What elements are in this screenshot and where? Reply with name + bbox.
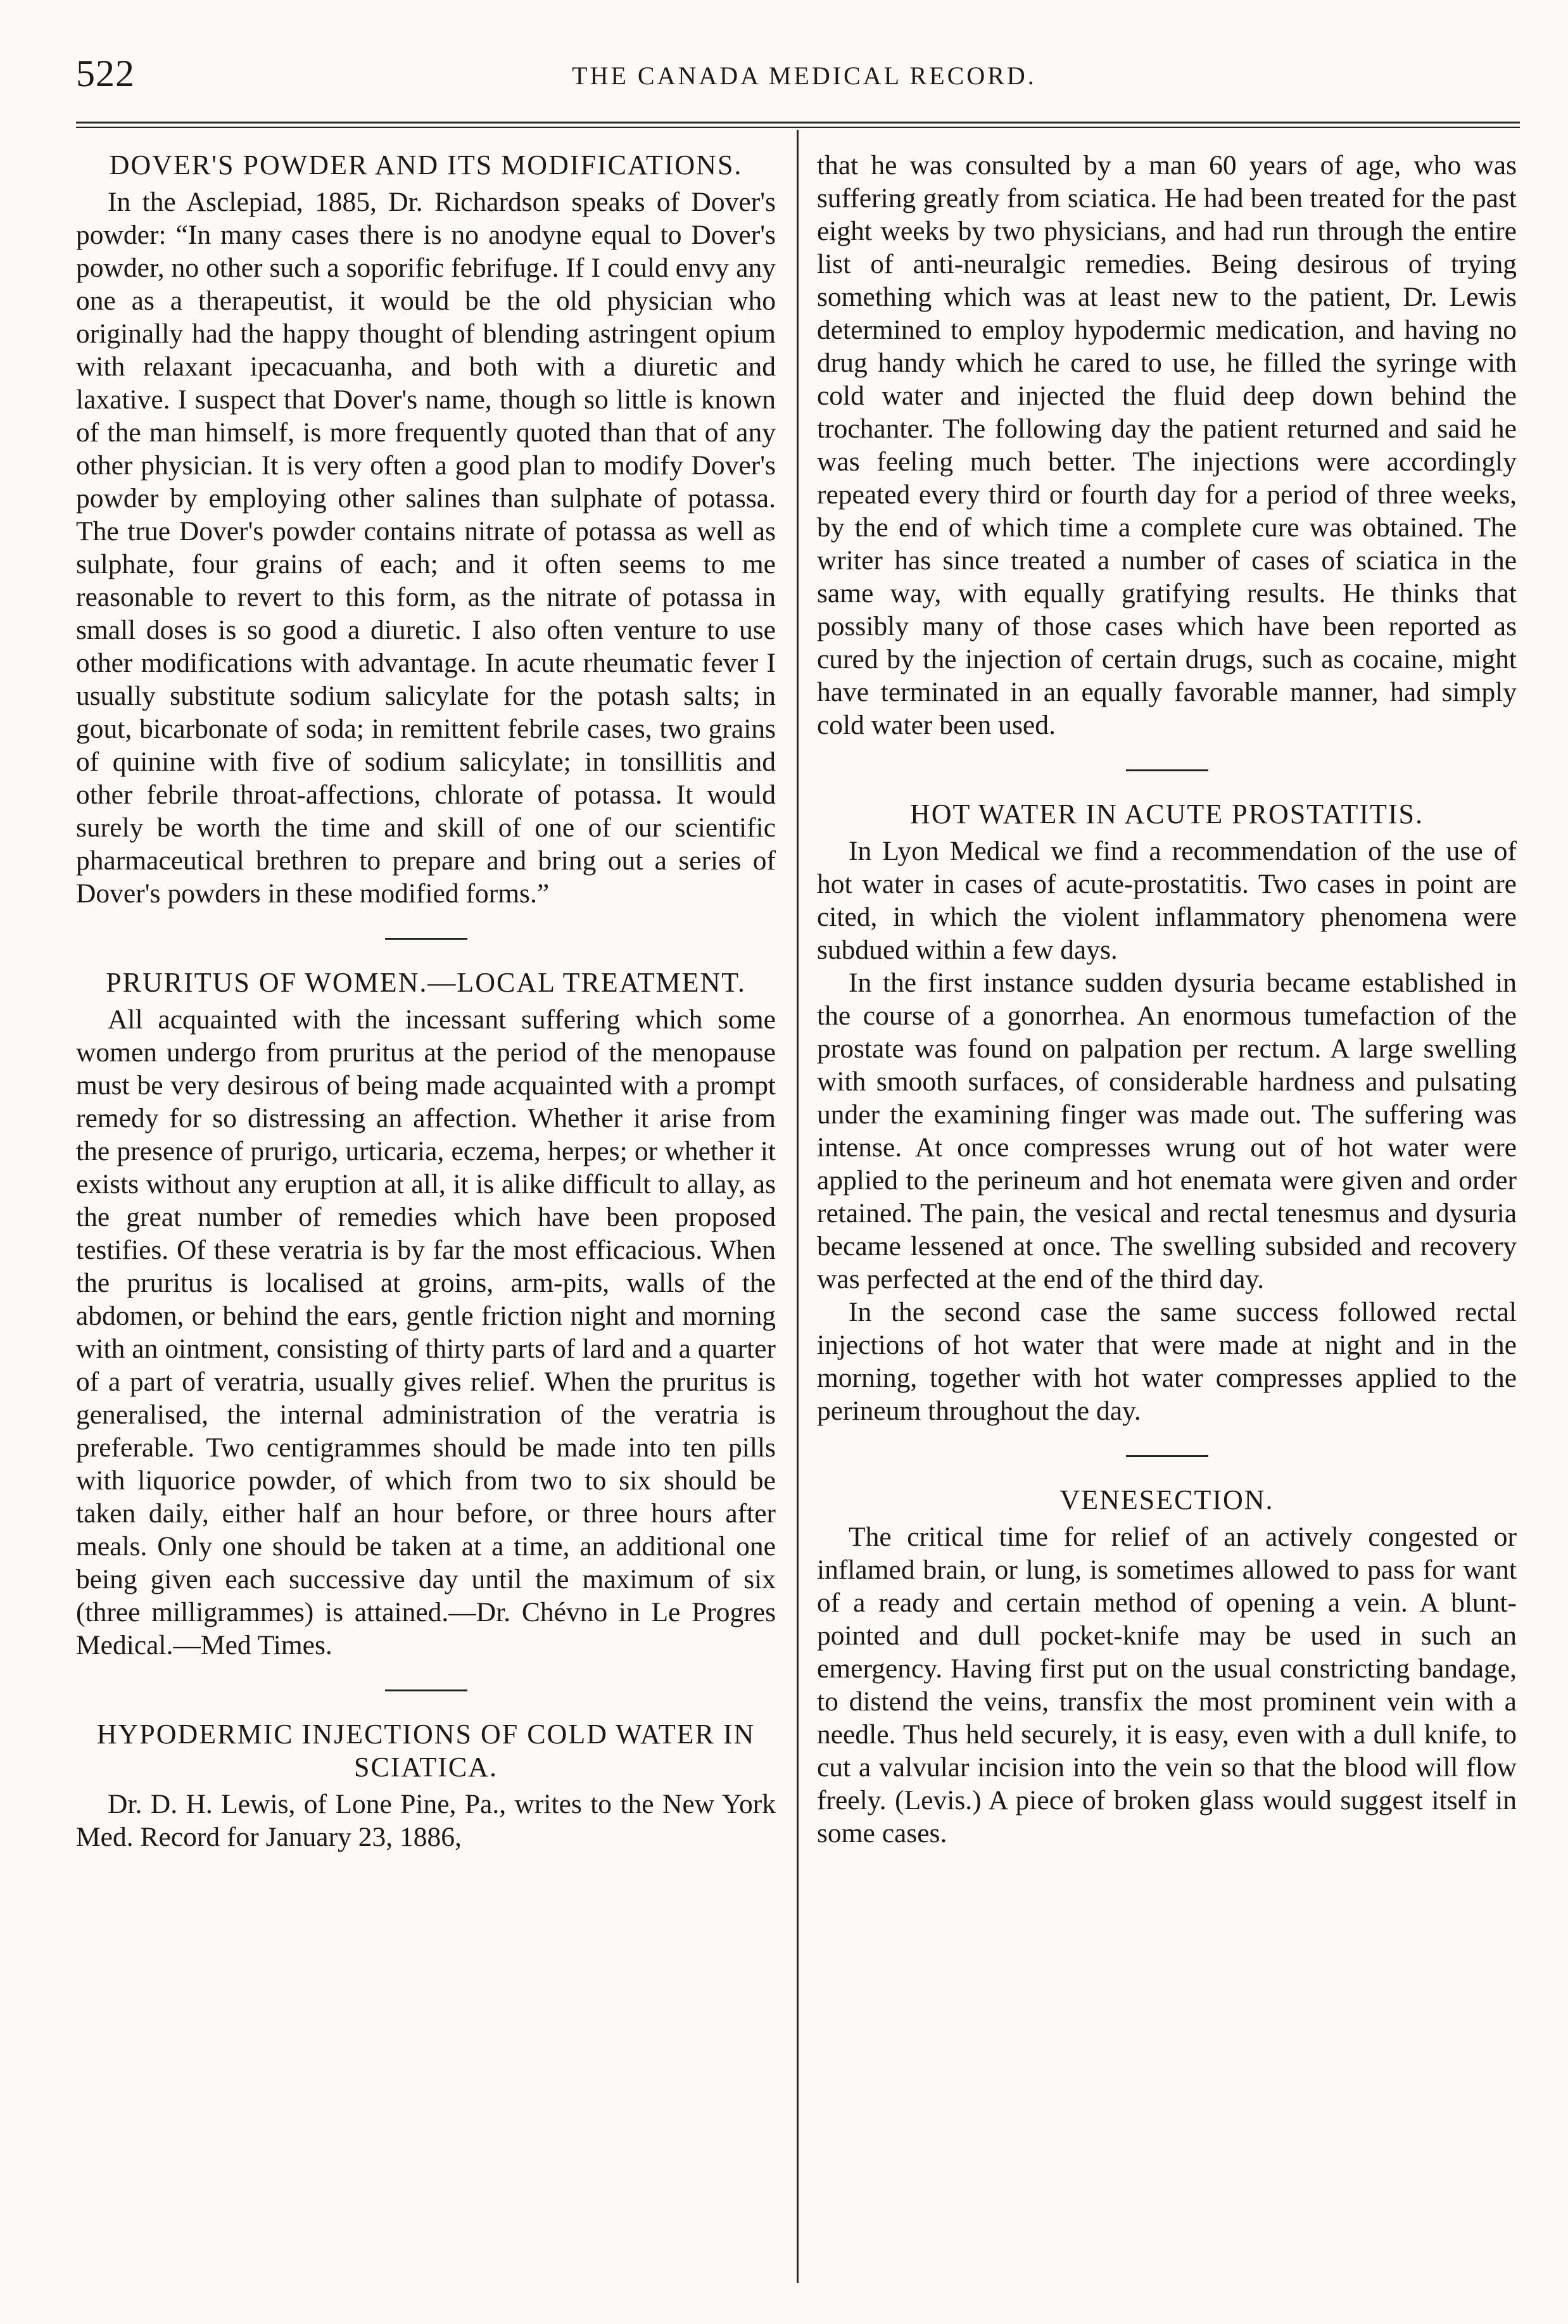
article-paragraph: In the first instance sudden dysuria became established in the course of a gonorrhea. An enormous tumefaction of the prostate was found on palpation per rectum. A large swelling with smooth surfaces, of considerable hardness and pulsating under the examining finger was made out. The suffering was intense. At once compresses wrung out of hot water were applied to the perineum and hot enemata were given and order retained. The pain, the vesical and rectal tenesmus and dysuria became lessened at once. The swelling subsided and recovery was perfected at the end of the third day.	[817, 968, 1517, 1294]
article-separator	[1126, 1455, 1208, 1457]
article-paragraph: The critical time for relief of an actively congested or inflamed brain, or lung, is sometimes allowed to pass for want of a ready and certain method of opening a vein. A blunt-pointed and dull pocket-knife may be used in such an emergency. Having first put on the usual constricting bandage, to distend the veins, transfix the most prominent vein with a needle. Thus held securely, it is easy, even with a dull knife, to cut a valvular incision into the vein so that the blood will flow freely. (Levis.) A piece of broken glass would suggest itself in some cases.	[817, 1522, 1517, 1848]
right-column	[817, 149, 1517, 2302]
article-pruritus	[76, 966, 776, 1662]
continued-paragraph: that he was consulted by a man 60 years of age, who was suffering greatly from sciatica. He had been treated for the past eight weeks by two physicians, and had run through the entire list of anti-neuralgic remedies. Being desirous of trying something which was at least new to the patient, Dr. Lewis determined to employ hypodermic medication, and having no drug handy which he cared to use, he filled the syringe with cold water and injected the fluid deep down behind the trochanter. The following day the patient returned and said he was feeling much better. The injections were accordingly repeated every third or fourth day for a period of three weeks, by the end of which time a complete cure was obtained. The writer has since treated a number of cases of sciatica in the same way, with equally gratifying results. He thinks that possibly many of those cases which have been reported as cured by the injection of certain drugs, such as cocaine, might have terminated in an equally favorable manner, had simply cold water been used.	[817, 150, 1517, 740]
article-paragraph: In Lyon Medical we find a recommendation of the use of hot water in cases of acute-prostatitis. Two cases in point are cited, in which the violent inflammatory phenomena were subdued within a few days.	[817, 836, 1517, 965]
article-title: PRURITUS OF WOMEN.—LOCAL TREATMENT.	[106, 967, 746, 998]
header-double-rule	[76, 122, 1520, 128]
article-paragraph: In the second case the same success followed rectal injections of hot water that were made at night and in the morning, together with hot water compresses applied to the perineum throughout the day.	[817, 1297, 1517, 1426]
running-title: THE CANADA MEDICAL RECORD.	[572, 61, 1037, 90]
article-venesection	[817, 1484, 1517, 1850]
article-hot-water-prostatitis	[817, 798, 1517, 1427]
article-title: HYPODERMIC INJECTIONS OF COLD WATER IN SCIATICA.	[96, 1719, 756, 1783]
article-dovers-powder	[76, 149, 776, 910]
article-title: HOT WATER IN ACUTE PROSTATITIS.	[910, 799, 1424, 830]
article-paragraph: Dr. D. H. Lewis, of Lone Pine, Pa., writes to the New York Med. Record for January 23, 1886,	[76, 1789, 776, 1852]
page-header	[76, 52, 1533, 109]
article-hypodermic-injections	[76, 1718, 776, 1854]
left-column	[76, 149, 776, 2302]
article-paragraph: All acquainted with the incessant suffering which some women undergo from pruritus at the period of the menopause must be very desirous of being made acquainted with a prompt remedy for so distressing an affection. Whether it arise from the presence of prurigo, urticaria, eczema, herpes; or whether it exists without any eruption at all, it is alike difficult to allay, as the great number of remedies which have been proposed testifies. Of these veratria is by far the most efficacious. When the pruritus is localised at groins, arm-pits, walls of the abdomen, or behind the ears, gentle friction night and morning with an ointment, consisting of thirty parts of lard and a quarter of a part of veratria, usually gives relief. When the pruritus is generalised, the internal administration of the veratria is preferable. Two centigrammes should be made into ten pills with liquorice powder, of which from two to six should be taken daily, either half an hour before, or three hours after meals. Only one should be taken at a time, an additional one being given each successive day until the maximum of six (three milligrammes) is attained.—Dr. Chévno in Le Progres Medical.—Med Times.	[76, 1004, 776, 1660]
article-separator	[385, 1689, 467, 1691]
article-paragraph: In the Asclepiad, 1885, Dr. Richardson speaks of Dover's powder: “In many cases there is no anodyne equal to Dover's powder, no other such a soporific febrifuge. If I could envy any one as a therapeutist, it would be the old physician who originally had the happy thought of blending astringent opium with relaxant ipecacuanha, and both with a diuretic and laxative. I suspect that Dover's name, though so little is known of the man himself, is more frequently quoted than that of any other physician. It is very often a good plan to modify Dover's powder by employing other salines than sulphate of potassa. The true Dover's powder contains nitrate of potassa as well as sulphate, four grains of each; and it often seems to me reasonable to revert to this form, as the nitrate of potassa in small doses is so good a diuretic. I also often venture to use other modifications with advantage. In acute rheumatic fever I usually substitute sodium salicylate for the potash salts; in gout, bicarbonate of soda; in remittent febrile cases, two grains of quinine with five of sodium salicylate; in tonsillitis and other febrile throat-affections, chlorate of potassa. It would surely be worth the time and skill of one of our scientific pharmaceutical brethren to prepare and bring out a series of Dover's powders in these modified forms.”	[76, 187, 776, 909]
column-divider	[797, 130, 799, 2283]
article-separator	[385, 938, 467, 940]
article-title: VENESECTION.	[1059, 1484, 1274, 1515]
page-number: 522	[76, 53, 135, 94]
article-title: DOVER'S POWDER AND ITS MODIFICATIONS.	[109, 149, 743, 180]
article-separator	[1126, 769, 1208, 771]
